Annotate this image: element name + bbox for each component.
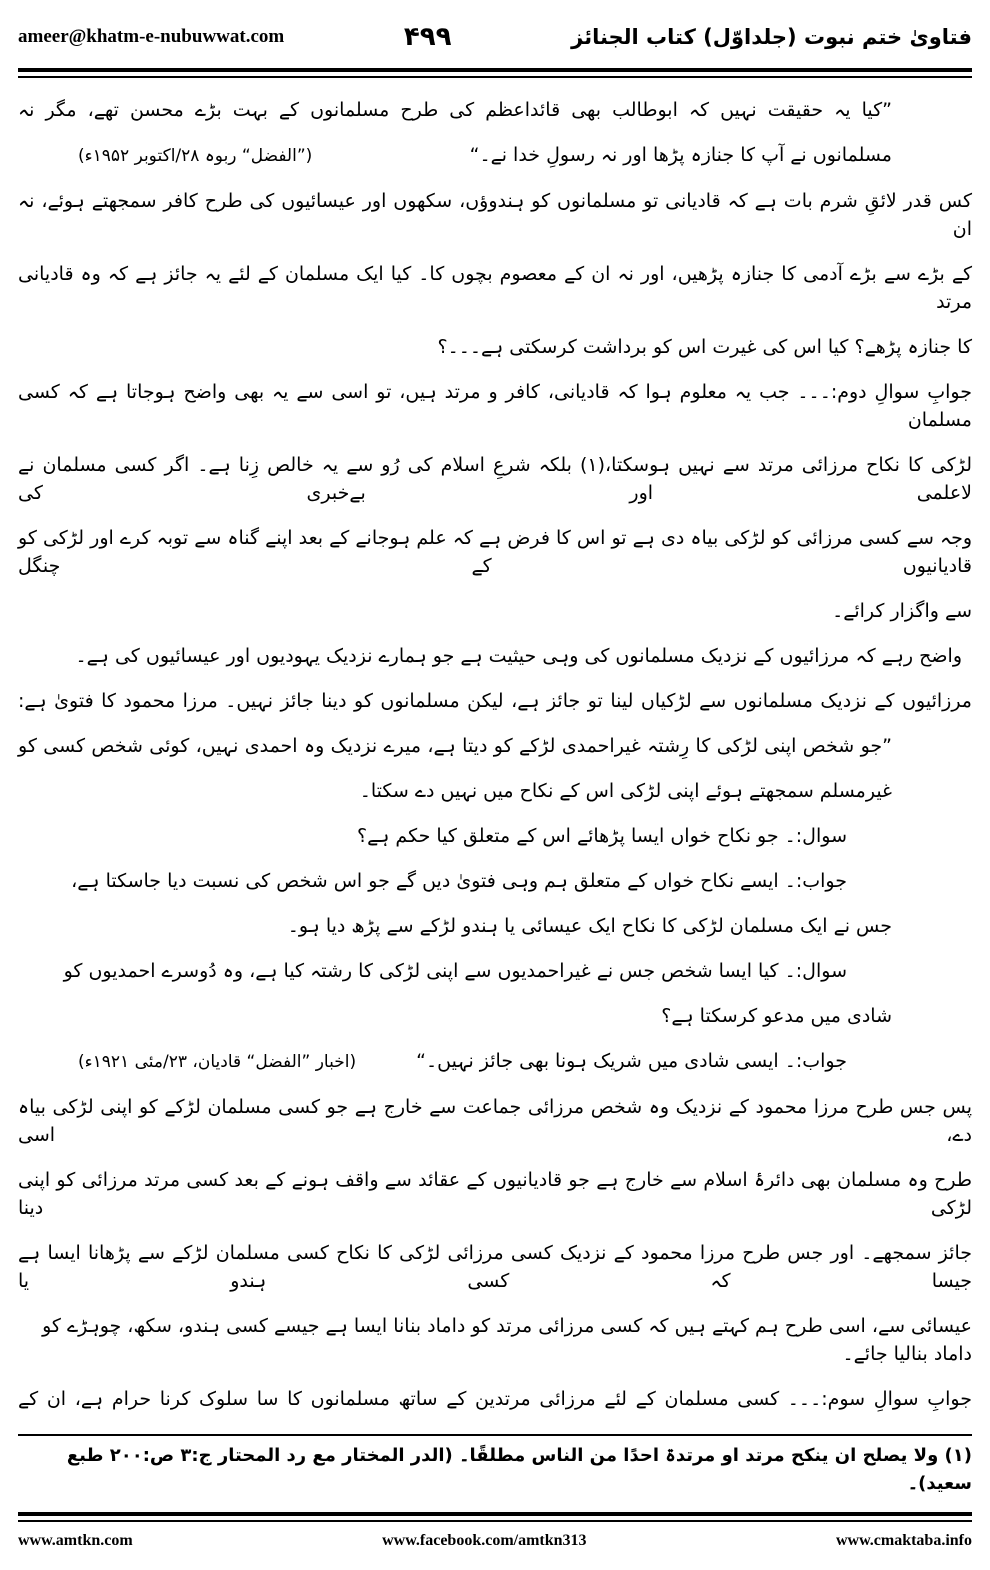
text-line: مسلمانوں نے آپ کا جنازہ پڑھا اور نہ رسولِ خدا نے۔“	[469, 144, 892, 166]
footnote-rule	[18, 1434, 972, 1436]
text-line: جوابِ سوالِ سوم:۔۔۔ کسی مسلمان کے لئے مرزائی مرتدین کے ساتھ مسلمانوں کا سا سلوک کرنا حرام ہے، ان کے	[18, 1388, 972, 1410]
footnote: (۱) ولا یصلح ان ینکح مرتد او مرتدۃ احدًا من الناس مطلقًا۔ (الدر المختار مع رد المحتار ج:۳ ص:۲۰۰ طبع سعید)۔	[66, 1445, 972, 1494]
text-line-with-citation	[18, 1039, 972, 1085]
text-line-with-citation	[18, 133, 972, 179]
footer-rule-thin	[18, 1520, 972, 1522]
text-line: جس نے ایک مسلمان لڑکی کا نکاح ایک عیسائی یا ہندو لڑکے سے پڑھ دیا ہو۔	[287, 915, 892, 937]
text-line: جواب:۔ ایسے نکاح خواں کے متعلق ہم وہی فتویٰ دیں گے جو اس شخص کی نسبت دیا جاسکتا ہے،	[71, 870, 847, 892]
header-email: ameer@khatm-e-nubuwwat.com	[18, 26, 285, 47]
header-rule-thin	[18, 76, 972, 78]
text-line: ”کیا یہ حقیقت نہیں کہ ابوطالب بھی قائداعظم کی طرح مسلمانوں کے بہت بڑے محسن تھے، مگر نہ	[18, 99, 892, 121]
book-title: فتاویٰ ختم نبوت (جلداوّل) کتاب الجنائز	[571, 25, 972, 49]
page-footer-rules	[18, 1512, 972, 1522]
text-line: واضح رہے کہ مرزائیوں کے نزدیک مسلمانوں کی وہی حیثیت ہے جو ہمارے نزدیک یہودیوں اور عیسائیوں کی ہے۔	[75, 645, 962, 667]
text-line: سے واگزار کرائے۔	[832, 600, 972, 622]
text-line: شادی میں مدعو کرسکتا ہے؟	[661, 1005, 892, 1027]
citation: (”الفضل“ ربوہ ۲۸/اکتوبر ۱۹۵۲ء)	[78, 146, 313, 166]
text-line: مرزائیوں کے نزدیک مسلمانوں سے لڑکیاں لینا تو جائز ہے، لیکن مسلمانوں کو دینا جائز نہیں۔ مرزا محمود کا فتویٰ ہے:	[18, 690, 972, 712]
text-line: ”جو شخص اپنی لڑکی کا رِشتہ غیراحمدی لڑکے کو دیتا ہے، میرے نزدیک وہ احمدی نہیں، کوئی شخص کسی کو	[18, 735, 892, 757]
text-line: سوال:۔ جو نکاح خواں ایسا پڑھائے اس کے متعلق کیا حکم ہے؟	[357, 825, 847, 847]
footer-link-cmaktaba[interactable]: www.cmaktaba.info	[835, 1532, 972, 1549]
text-line: عیسائی سے، اسی طرح ہم کہتے ہیں کہ کسی مرزائی مرتد کو داماد بنانا ایسا ہے جیسے کسی ہندو، سکھ، چوہڑے کو داماد بنالیا جائے۔	[42, 1315, 972, 1365]
text-line: کا جنازہ پڑھے؟ کیا اس کی غیرت اس کو برداشت کرسکتی ہے۔۔۔؟	[437, 336, 972, 358]
footer-link-facebook[interactable]: www.facebook.com/amtkn313	[382, 1532, 587, 1549]
text-line: پس جس طرح مرزا محمود کے نزدیک وہ شخص مرزائی جماعت سے خارج ہے جو کسی مسلمان لڑکے کو اپنی لڑکی بیاہ دے، اسی	[18, 1096, 972, 1146]
header-rule	[18, 68, 972, 72]
text-line: غیرمسلم سمجھتے ہوئے اپنی لڑکی اس کے نکاح میں نہیں دے سکتا۔	[359, 780, 892, 802]
page-footer	[18, 1532, 972, 1550]
page-body	[18, 88, 972, 1422]
text-line: لڑکی کا نکاح مرزائی مرتد سے نہیں ہوسکتا،(۱) بلکہ شرعِ اسلام کی رُو سے یہ خالص زِنا ہے۔ اگر کسی مسلمان نے لاعلمی اور بےخبری کی	[18, 454, 972, 504]
text-line: کے بڑے سے بڑے آدمی کا جنازہ پڑھیں، اور نہ ان کے معصوم بچوں کا۔ کیا ایک مسلمان کے لئے یہ جائز ہے کہ وہ قادیانی مرتد	[18, 263, 972, 313]
page-header	[18, 14, 972, 78]
footer-link-amtkn[interactable]: www.amtkn.com	[18, 1532, 133, 1549]
text-line: سوال:۔ کیا ایسا شخص جس نے غیراحمدیوں سے اپنی لڑکی کا رشتہ کیا ہے، وہ دُوسرے احمدیوں کو	[63, 960, 847, 982]
text-line: جواب:۔ ایسی شادی میں شریک ہونا بھی جائز نہیں۔“	[416, 1050, 847, 1072]
text-line: جائز سمجھے۔ اور جس طرح مرزا محمود کے نزدیک کسی مرزائی لڑکی کا نکاح کسی مسلمان لڑکے سے پڑھانا ایسا ہے جیسا کہ کسی ہندو یا	[18, 1242, 972, 1292]
text-line: وجہ سے کسی مرزائی کو لڑکی بیاہ دی ہے تو اس کا فرض ہے کہ علم ہوجانے کے بعد اپنے گناہ سے توبہ کرے اور لڑکی کو قادیانیوں کے چنگل	[18, 527, 972, 577]
page-number: ۴۹۹	[403, 22, 452, 52]
text-line: جوابِ سوالِ دوم:۔۔۔ جب یہ معلوم ہوا کہ قادیانی، کافر و مرتد ہیں، تو اسی سے یہ بھی واضح ہوجاتا ہے کہ کسی مسلمان	[18, 381, 972, 431]
footer-rule	[18, 1512, 972, 1516]
text-line: کس قدر لائقِ شرم بات ہے کہ قادیانی تو مسلمانوں کو ہندوؤں، سکھوں اور عیسائیوں کی طرح کافر سمجھتے ہوئے، نہ ان	[18, 190, 972, 240]
text-line: طرح وہ مسلمان بھی دائرۂ اسلام سے خارج ہے جو قادیانیوں کے عقائد سے واقف ہونے کے بعد کسی مرتد مرزائی کو اپنی لڑکی دینا	[18, 1169, 972, 1219]
citation: (اخبار ”الفضل“ قادیان، ۲۳/مئی ۱۹۲۱ء)	[78, 1052, 357, 1072]
